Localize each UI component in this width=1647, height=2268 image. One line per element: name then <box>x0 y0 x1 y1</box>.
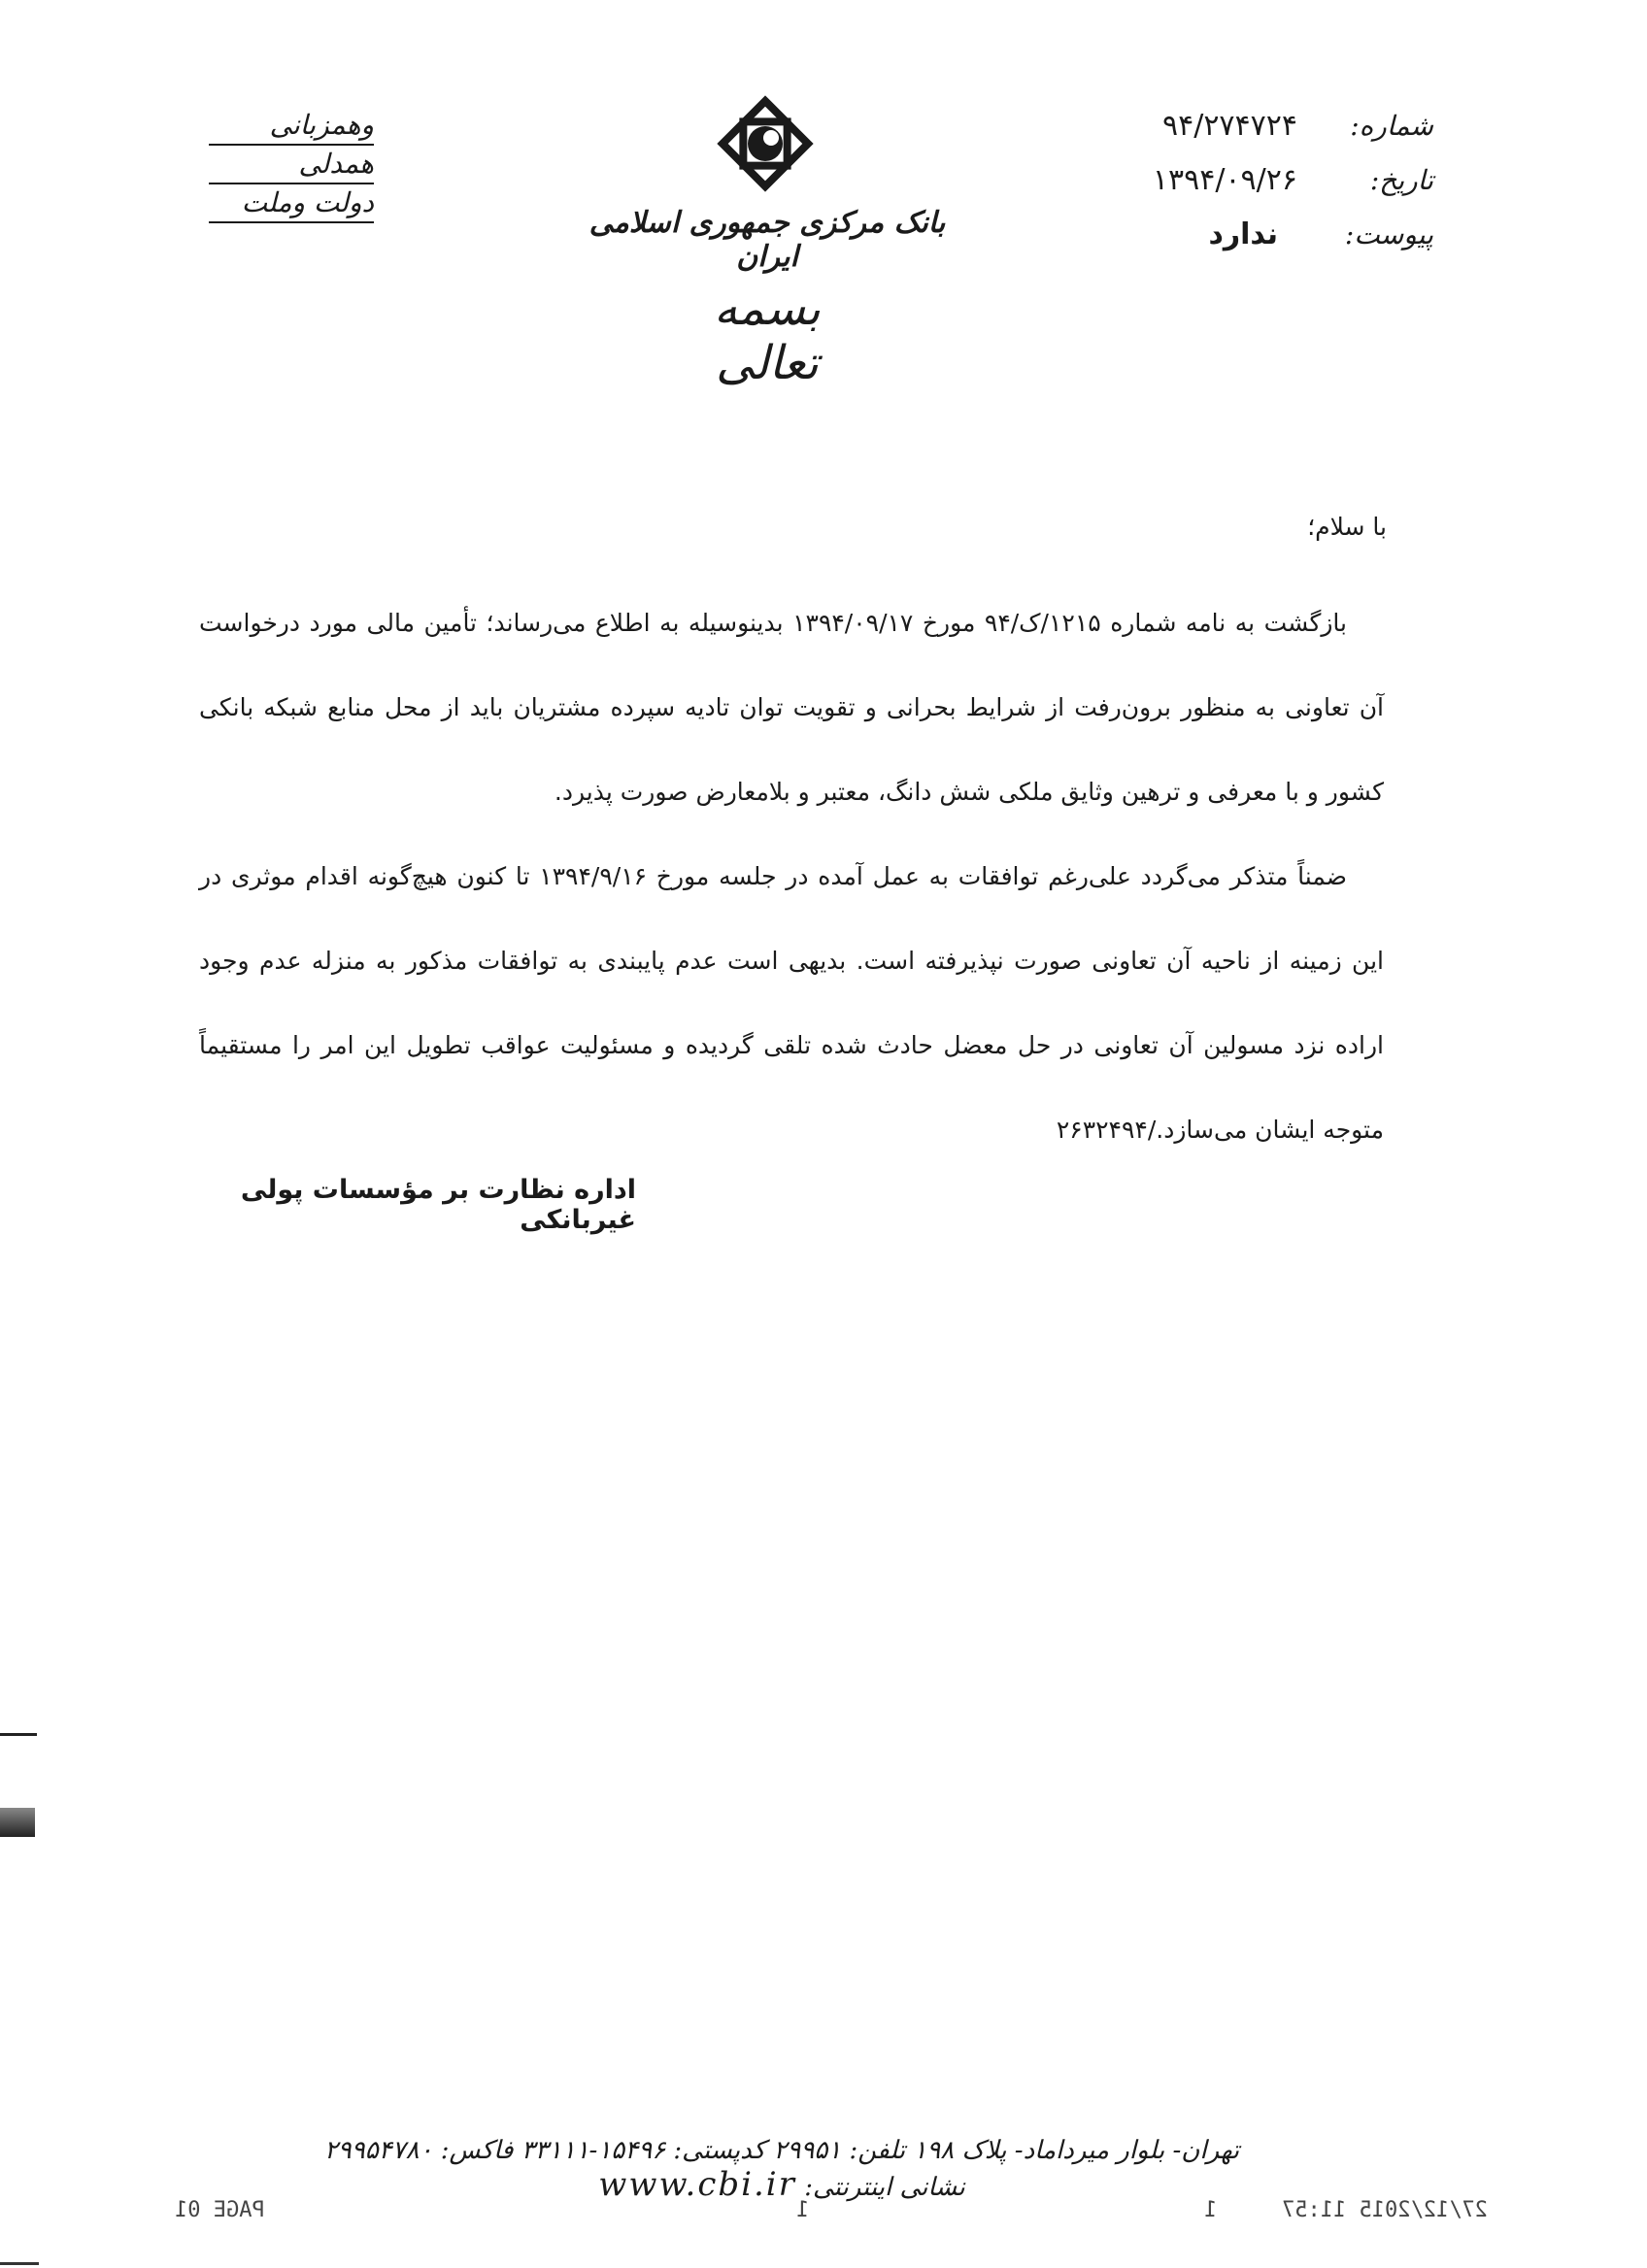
letter-body <box>199 581 1384 1172</box>
central-bank-logo-icon <box>707 95 824 202</box>
letter-attachment-value: ندارد <box>1208 217 1278 251</box>
scanner-edge-tick <box>0 2262 39 2265</box>
letter-date-row <box>1084 163 1433 217</box>
slogan-line: وهمزبانی <box>209 107 374 146</box>
footer-address-text: تهران- بلوار میرداماد- پلاک ۱۹۸ تلفن: ۲۹۹۵۱ کدپستی: ۱۵۴۹۶-۳۳۱۱۱ فاکس: ۲۹۹۵۴۷۸۰ نشانی اینترنتی: <box>323 2136 1240 2202</box>
fax-marker: 1 <box>796 2198 810 2222</box>
fax-header-line <box>155 2198 1534 2227</box>
letter-meta <box>1084 109 1433 272</box>
slogan-line: همدلی <box>209 146 374 184</box>
slogan <box>209 107 374 223</box>
fax-datetime: 27/12/2015 11:57 <box>1282 2198 1488 2222</box>
body-paragraph: بازگشت به نامه شماره ۱۲۱۵/ک/۹۴ مورخ ۱۳۹۴/۰۹/۱۷ بدینوسیله به اطلاع می‌رساند؛ تأمین مالی مورد درخواست آن تعاونی به منظور برون‌رفت از شرایط بحرانی و تقویت توان تادیه سپرده مشتریان باید از محل منابع شبکه بانکی کشور و با معرفی و ترهین وثایق ملکی شش دانگ، معتبر و بلامعارض صورت پذیرد. <box>199 609 1384 806</box>
body-paragraph: ضمناً متذکر می‌گردد علی‌رغم توافقات به عمل آمده در جلسه مورخ ۱۳۹۴/۹/۱۶ تا کنون هیچ‌گونه اقدام موثری در این زمینه از ناحیه آن تعاونی صورت نپذیرفته است. بدیهی است عدم پایبندی به توافقات مذکور به منزله عدم وجود اراده نزد مسولین آن تعاونی در حل معضل حادث شده تلقی گردیده و مسئولیت عواقب تطویل این امر را مستقیماً متوجه ایشان می‌سازد./۲۶۳۲۴۹۴ <box>199 862 1384 1144</box>
bank-name: بانک مرکزی جمهوری اسلامی ایران <box>588 206 946 274</box>
slogan-line: دولت وملت <box>209 184 374 223</box>
footer-address <box>311 2136 1253 2204</box>
fax-marker: 1 <box>1204 2198 1218 2222</box>
letter-date-value: ۱۳۹۴/۰۹/۲۶ <box>1152 163 1297 197</box>
motto: بسمه تعالی <box>714 282 821 390</box>
letter-date-label: تاریخ: <box>1369 164 1433 196</box>
fax-page-number: PAGE 01 <box>175 2198 265 2222</box>
letter-number-value: ۹۴/۲۷۴۷۲۴ <box>1161 109 1297 143</box>
letter-attachment-label: پیوست: <box>1344 218 1433 250</box>
letter-attachment-row <box>1084 217 1433 272</box>
signature-department: اداره نظارت بر مؤسسات پولی غیربانکی <box>240 1175 636 1235</box>
letter-number-label: شماره: <box>1350 110 1433 142</box>
greeting: با سلام؛ <box>1307 513 1387 541</box>
scanner-edge-block <box>0 1808 35 1837</box>
footer-website: www.cbi.ir <box>598 2165 796 2204</box>
scanner-edge-line <box>0 1733 37 1736</box>
letter-number-row <box>1084 109 1433 163</box>
